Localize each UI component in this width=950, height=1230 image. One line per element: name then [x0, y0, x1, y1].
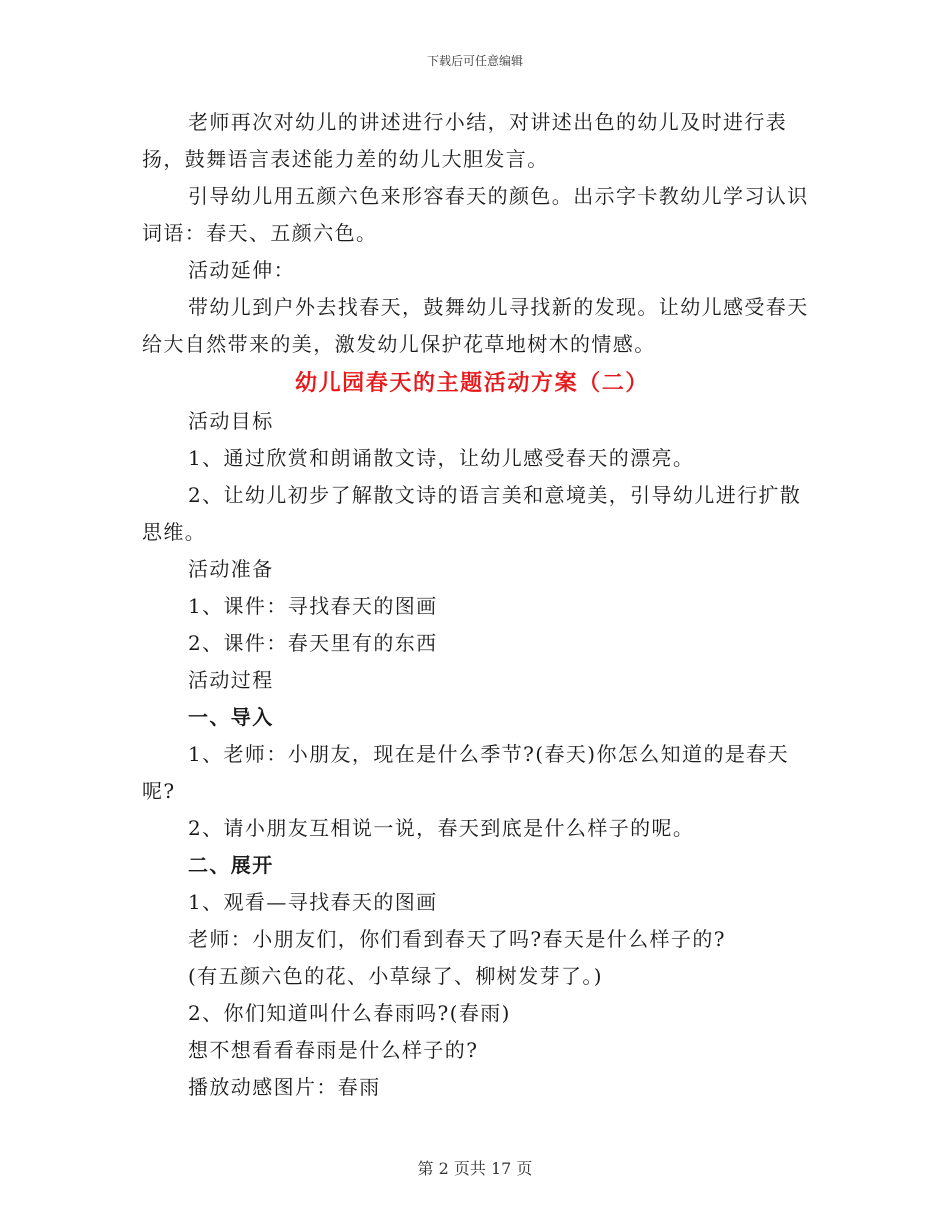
prep-item-2: 2、课件：春天里有的东西 [188, 631, 438, 655]
goals-heading: 活动目标 [188, 409, 274, 433]
process-heading: 活动过程 [188, 668, 274, 692]
paragraph-extension: 带幼儿到户外去找春天，鼓舞幼儿寻找新的发现。让幼儿感受春天给大自然带来的美，激发幼儿保护花草地树木的情感。 [142, 295, 809, 356]
prep-item-1: 1、课件：寻找春天的图画 [188, 594, 438, 618]
part2-item-3: (有五颜六色的花、小草绿了、柳树发芽了。) [188, 964, 604, 988]
part2-heading: 二、展开 [188, 853, 274, 877]
section-title: 幼儿园春天的主题活动方案（二） [294, 370, 649, 396]
extension-heading: 活动延伸： [188, 258, 295, 282]
page-header: 下载后可任意编辑 [426, 54, 523, 68]
part1-heading: 一、导入 [188, 705, 274, 729]
part1-item-1: 1、老师：小朋友，现在是什么季节?(春天)你怎么知道的是春天呢? [142, 742, 790, 803]
part2-item-4: 2、你们知道叫什么春雨吗?(春雨) [188, 1001, 511, 1025]
prep-heading: 活动准备 [188, 557, 274, 581]
goal-item-1: 1、通过欣赏和朗诵散文诗，让幼儿感受春天的漂亮。 [188, 446, 695, 470]
document-body [142, 104, 810, 1106]
page-footer: 第 2 页共 17 页 [417, 1159, 533, 1178]
part2-item-1: 1、观看—寻找春天的图画 [188, 890, 438, 914]
part1-item-2: 2、请小朋友互相说一说，春天到底是什么样子的呢。 [188, 816, 695, 840]
paragraph-summary: 老师再次对幼儿的讲述进行小结，对讲述出色的幼儿及时进行表扬，鼓舞语言表述能力差的幼儿大胆发言。 [142, 110, 788, 171]
goal-item-2: 2、让幼儿初步了解散文诗的语言美和意境美，引导幼儿进行扩散思维。 [142, 483, 802, 544]
paragraph-colors: 引导幼儿用五颜六色来形容春天的颜色。出示字卡教幼儿学习认识词语：春天、五颜六色。 [142, 184, 809, 245]
part2-item-2: 老师：小朋友们，你们看到春天了吗?春天是什么样子的? [188, 927, 726, 951]
part2-item-6: 播放动感图片：春雨 [188, 1075, 381, 1099]
part2-item-5: 想不想看看春雨是什么样子的? [188, 1038, 479, 1062]
